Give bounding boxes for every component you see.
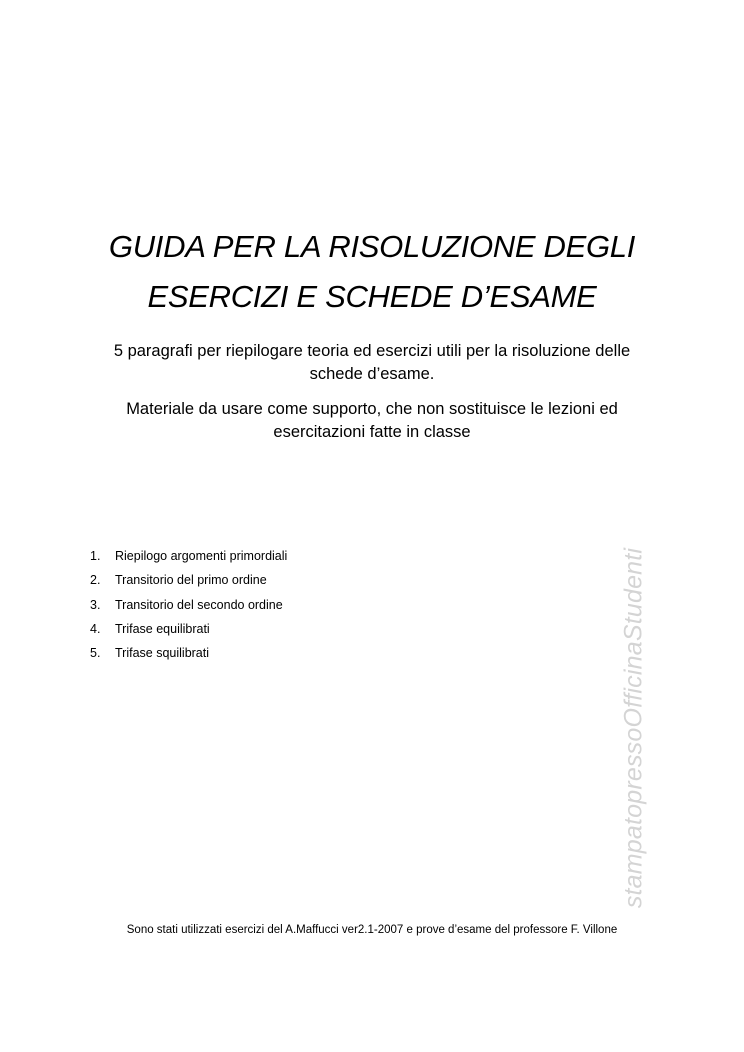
subtitle-description: 5 paragrafi per riepilogare teoria ed esercizi utili per la risoluzione delle schede d’esame. — [113, 342, 631, 383]
subtitle-disclaimer: Materiale da usare come supporto, che non sostituisce le lezioni ed esercitazioni fatte in classe — [126, 400, 618, 441]
toc-item-number: 4. — [90, 621, 101, 636]
toc-item-number: 1. — [90, 549, 101, 563]
toc-item-label: Transitorio del secondo ordine — [115, 597, 283, 612]
toc-item — [90, 641, 287, 665]
document-title — [0, 222, 744, 322]
toc-item — [90, 593, 287, 617]
toc-item — [90, 544, 287, 568]
watermark: stampatopressoOfficinaStudenti — [619, 547, 648, 909]
toc-item-number: 3. — [90, 597, 101, 612]
toc-item — [90, 568, 287, 592]
toc-item-label: Riepilogo argomenti primordiali — [115, 549, 288, 563]
toc-item-number: 5. — [90, 646, 101, 661]
table-of-contents — [90, 544, 287, 665]
toc-item-label: Trifase squilibrati — [115, 646, 210, 661]
toc-item-label: Transitorio del primo ordine — [115, 573, 267, 588]
toc-item-label: Trifase equilibrati — [115, 621, 210, 636]
footer-credits: Sono stati utilizzati esercizi del A.Maffucci ver2.1-2007 e prove d’esame del professore F. Villone — [126, 924, 618, 936]
title-line-1: GUIDA PER LA RISOLUZIONE DEGLI — [108, 229, 636, 264]
toc-item-number: 2. — [90, 573, 101, 588]
title-line-2: ESERCIZI E SCHEDE D’ESAME — [147, 279, 597, 314]
toc-item — [90, 617, 287, 641]
